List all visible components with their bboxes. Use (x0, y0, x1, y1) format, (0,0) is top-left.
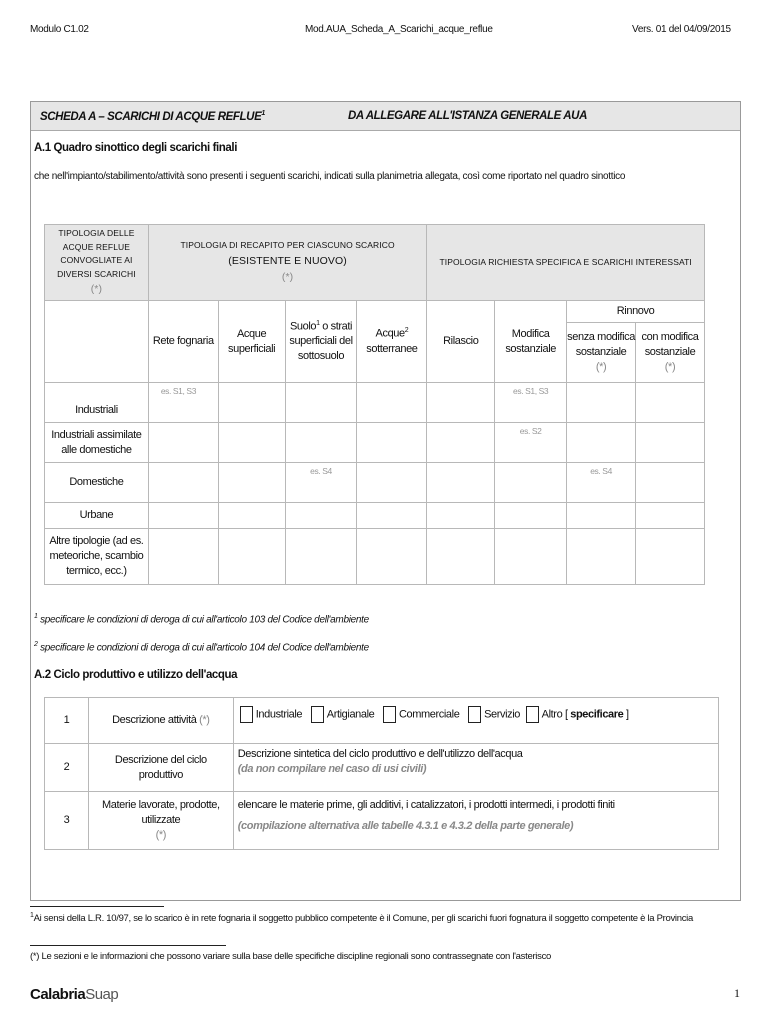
table-cell[interactable] (495, 463, 567, 503)
row-label-altre-tipologie: Altre tipologie (ad es. meteoriche, scambio termico, ecc.) (45, 529, 149, 585)
table-row (45, 529, 705, 585)
table-cell[interactable] (285, 503, 357, 529)
header-tipologia-recapito: TIPOLOGIA DI RECAPITO PER CIASCUNO SCARICO (ESISTENTE E NUOVO) (*) (148, 225, 427, 301)
table-cell[interactable] (427, 463, 495, 503)
section-a1-intro: che nell'impianto/stabilimento/attività sono presenti i seguenti scarichi, indicati sulla planimetria allegata, così come riportato nel quadro sinottico (34, 171, 626, 182)
table-row (45, 503, 705, 529)
table-cell[interactable] (285, 383, 357, 423)
table-cell[interactable] (567, 529, 636, 585)
footnote-1: $^1$Ai sensi della L.R. 10/97, se lo scarico è in rete fognaria il soggetto pubblico competente è il Comune, per gli scarichi fuori fognatura il soggetto competente è la Provincia (30, 912, 693, 925)
table-row (45, 744, 719, 792)
checkbox-servizio[interactable] (468, 706, 481, 723)
footnote-rule (30, 906, 164, 907)
header-tipologia-richiesta: TIPOLOGIA RICHIESTA SPECIFICA E SCARICHI INTERESSATI (427, 225, 705, 301)
label-industriale: Industriale (255, 708, 303, 721)
label-altro: Altro [ (541, 708, 568, 721)
table-cell[interactable] (427, 529, 495, 585)
table-cell[interactable] (427, 423, 495, 463)
col-rete-fognaria: Rete fognaria (148, 301, 218, 383)
table-cell[interactable] (427, 503, 495, 529)
footnote-rule-2 (30, 945, 226, 946)
checkbox-artigianale[interactable] (311, 706, 324, 723)
row-number: 3 (45, 792, 89, 850)
col-acque-superficiali: Acque superficiali (218, 301, 285, 383)
page-number: 1 (734, 986, 740, 1000)
calabria-suap-logo: CalabriaSuap (30, 986, 119, 1003)
cell-example: es. S4 (285, 463, 357, 503)
header-version: Vers. 01 del 04/09/2015 (632, 24, 731, 35)
hint-compilazione-alternativa: (compilazione alternativa alle tabelle 4.3.1 e 4.3.2 della parte generale) (237, 819, 574, 832)
table-row (45, 423, 705, 463)
table-cell[interactable] (357, 503, 427, 529)
table-cell[interactable] (218, 463, 285, 503)
table-cell[interactable] (636, 383, 705, 423)
table-cell[interactable] (567, 503, 636, 529)
hint-materie: elencare le materie prime, gli additivi, i catalizzatori, i prodotti intermedi, i prodotti finiti (237, 799, 615, 811)
cell-example: es. S1, S3 (148, 383, 218, 423)
header-module-code: Modulo C1.02 (30, 24, 89, 35)
col-con-modifica: con modifica sostanziale (*) (636, 323, 705, 383)
col-acque-sotterranee: Acque$^2$ sotterranee (357, 301, 427, 383)
table-cell[interactable] (427, 383, 495, 423)
band-title: SCHEDA A – SCARICHI DI ACQUE REFLUE$^1$ (40, 110, 265, 123)
checkbox-altro[interactable] (526, 706, 539, 723)
table-cell[interactable] (636, 423, 705, 463)
section-a1-title: A.1 Quadro sinottico degli scarichi finali (34, 142, 238, 154)
col-suolo: Suolo$^1$ o strati superficiali del sottosuolo (285, 301, 357, 383)
col-rilascio: Rilascio (427, 301, 495, 383)
footnote-asterisk: (*) Le sezioni e le informazioni che possono variare sulla base delle specifiche discipline regionali sono contrassegnate con l'asterisco (30, 951, 551, 962)
table-cell[interactable] (495, 503, 567, 529)
row-label-industriali: Industriali (45, 383, 149, 423)
activity-options (233, 698, 718, 744)
table-cell[interactable] (218, 383, 285, 423)
table-cell[interactable] (636, 529, 705, 585)
row-label-urbane: Urbane (45, 503, 149, 529)
ciclo-produttivo-table (44, 697, 719, 850)
table-cell[interactable] (148, 423, 218, 463)
note-2: $^2$ specificare le condizioni di deroga di cui all'articolo 104 del Codice dell'ambiente (34, 641, 369, 654)
col-rinnovo: Rinnovo (567, 301, 705, 323)
table-cell[interactable] (148, 529, 218, 585)
note-1: $^1$ specificare le condizioni di deroga di cui all'articolo 103 del Codice dell'ambiente (34, 613, 369, 626)
field-descrizione-ciclo[interactable] (233, 744, 718, 792)
table-cell[interactable] (636, 503, 705, 529)
table-cell[interactable] (567, 423, 636, 463)
label-artigianale: Artigianale (326, 708, 375, 721)
table-cell[interactable] (218, 423, 285, 463)
checkbox-commerciale[interactable] (383, 706, 396, 723)
table-cell[interactable] (148, 503, 218, 529)
table-cell[interactable] (218, 503, 285, 529)
hint-descrizione-ciclo: Descrizione sintetica del ciclo produttivo e dell'utilizzo dell'acqua (237, 748, 523, 760)
row-number: 2 (45, 744, 89, 792)
row-label-industriali-assimilate: Industriali assimilate alle domestiche (45, 423, 149, 463)
label-specificare: specificare (570, 708, 624, 721)
label-commerciale: Commerciale (399, 708, 460, 721)
cell-example: es. S1, S3 (495, 383, 567, 423)
table-row (45, 463, 705, 503)
table-cell[interactable] (218, 529, 285, 585)
label-servizio: Servizio (484, 708, 521, 721)
table-cell[interactable] (357, 423, 427, 463)
label-bracket: ] (626, 708, 629, 721)
label-descrizione-ciclo: Descrizione del ciclo produttivo (88, 744, 233, 792)
table-cell[interactable] (357, 463, 427, 503)
field-materie[interactable] (233, 792, 718, 850)
cell-example: es. S4 (567, 463, 636, 503)
table-cell[interactable] (285, 423, 357, 463)
table-cell[interactable] (285, 529, 357, 585)
table-cell[interactable] (148, 463, 218, 503)
scarichi-table (44, 224, 705, 585)
header-tipologia-acque: TIPOLOGIA DELLE ACQUE REFLUE CONVOGLIATE AI DIVERSI SCARICHI (*) (45, 225, 149, 301)
row-label-domestiche: Domestiche (45, 463, 149, 503)
table-cell[interactable] (357, 529, 427, 585)
label-materie: Materie lavorate, prodotte, utilizzate (*) (88, 792, 233, 850)
table-cell[interactable] (636, 463, 705, 503)
cell-example: es. S2 (495, 423, 567, 463)
table-row (45, 383, 705, 423)
row-number: 1 (45, 698, 89, 744)
table-cell[interactable] (567, 383, 636, 423)
table-cell[interactable] (495, 529, 567, 585)
col-modifica-sostanziale: Modifica sostanziale (495, 301, 567, 383)
band-attach-note: DA ALLEGARE ALL'ISTANZA GENERALE AUA (348, 110, 587, 122)
section-a2-title: A.2 Ciclo produttivo e utilizzo dell'acqua (34, 669, 238, 681)
table-row (45, 698, 719, 744)
header-document-name: Mod.AUA_Scheda_A_Scarichi_acque_reflue (305, 24, 493, 35)
checkbox-industriale[interactable] (240, 706, 253, 723)
hint-usi-civili: (da non compilare nel caso di usi civili) (237, 762, 427, 775)
table-row (45, 792, 719, 850)
table-cell[interactable] (357, 383, 427, 423)
label-descrizione-attivita: Descrizione attività (*) (88, 698, 233, 744)
col-senza-modifica: senza modifica sostanziale (*) (567, 323, 636, 383)
